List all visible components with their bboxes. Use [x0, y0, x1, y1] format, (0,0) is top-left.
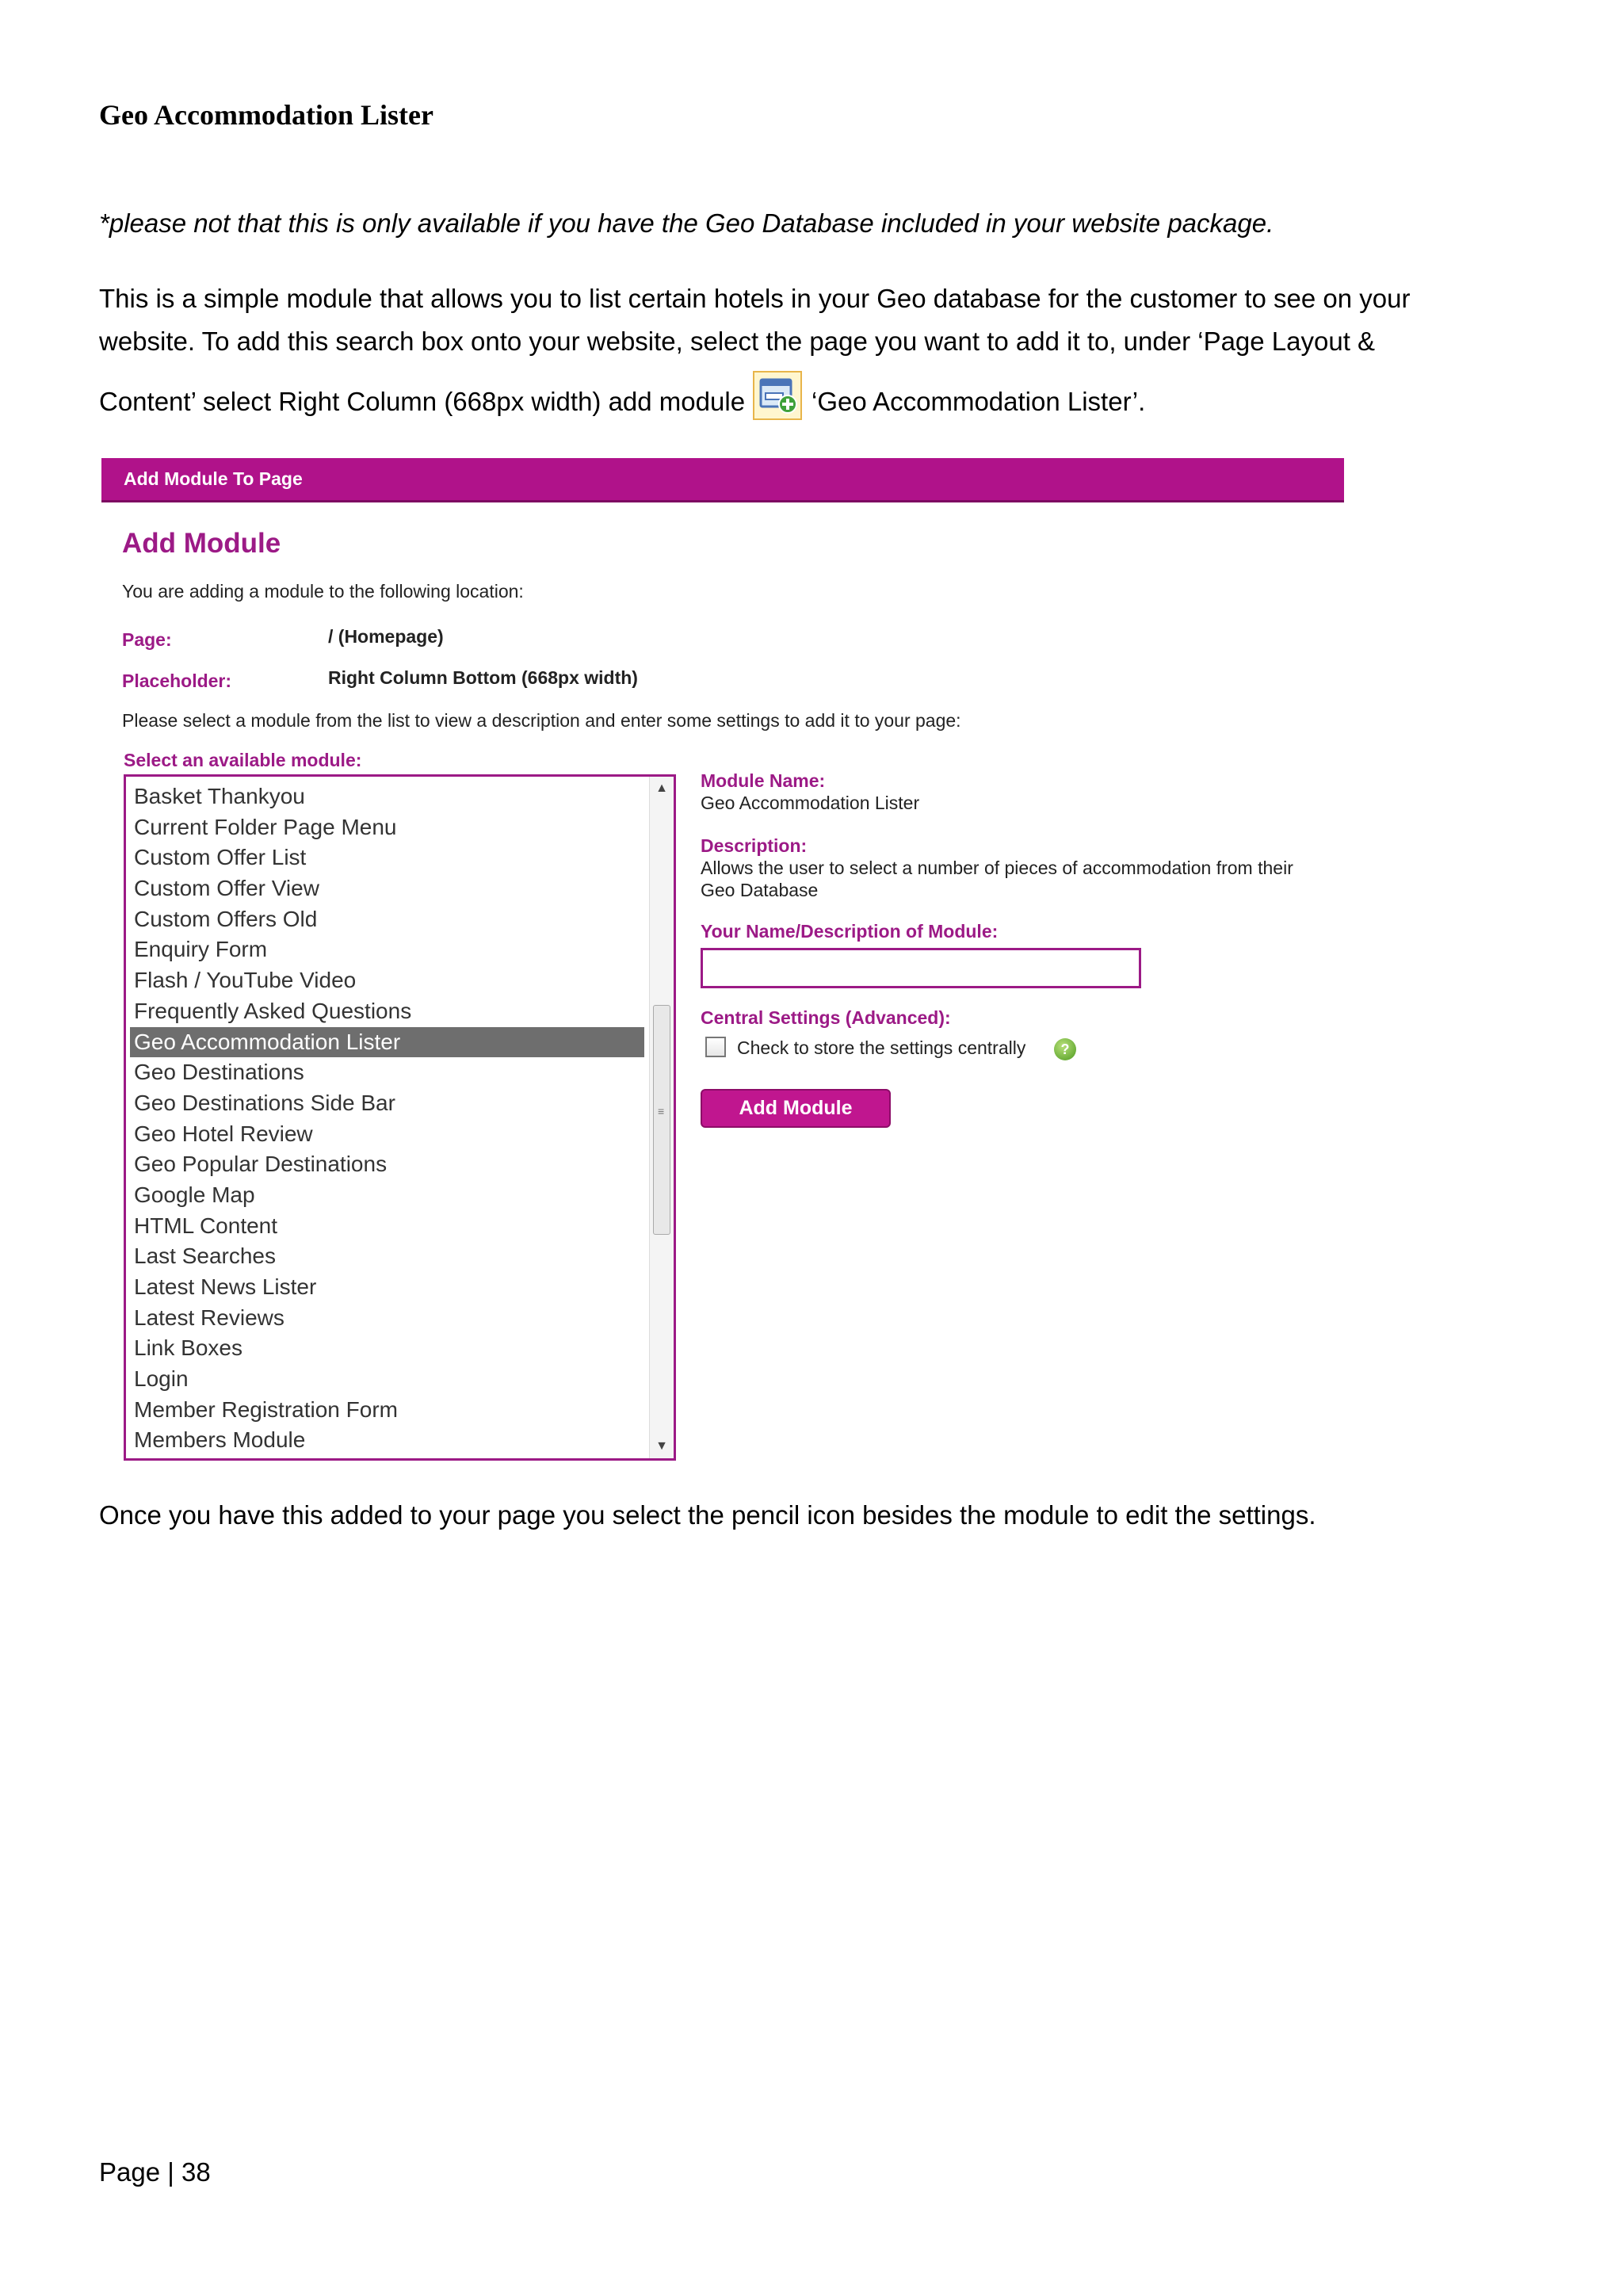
panel-header: Add Module To Page [101, 458, 1344, 502]
module-list-item[interactable]: Google Map [134, 1182, 255, 1207]
description-line-1: Allows the user to select a number of pieces of accommodation from their [701, 858, 1293, 878]
add-module-icon [753, 371, 802, 420]
your-name-input[interactable] [701, 948, 1141, 988]
module-list-item[interactable]: Flash / YouTube Video [134, 968, 357, 993]
module-list-item[interactable]: Geo Destinations [134, 1060, 304, 1085]
select-module-label: Select an available module: [124, 750, 362, 770]
scroll-down-arrow-icon[interactable]: ▼ [655, 1439, 668, 1453]
module-list-item[interactable]: Geo Destinations Side Bar [134, 1090, 395, 1115]
module-list-item[interactable]: Enquiry Form [134, 937, 268, 962]
intro-line-3 [99, 371, 1510, 423]
module-list-item[interactable]: Geo Accommodation Lister [130, 1027, 644, 1058]
module-list-item[interactable]: Login [134, 1366, 189, 1392]
help-icon[interactable]: ? [1054, 1038, 1076, 1060]
module-list-item[interactable]: Geo Hotel Review [134, 1121, 313, 1146]
module-list-item[interactable]: Basket Thankyou [134, 784, 305, 808]
store-centrally-checkbox[interactable] [705, 1037, 726, 1057]
module-list-item[interactable]: Custom Offers Old [134, 906, 318, 931]
add-module-heading: Add Module [122, 528, 281, 559]
page-value: / (Homepage) [328, 626, 444, 647]
add-module-screenshot [101, 458, 1344, 1461]
module-list [126, 781, 649, 1456]
add-module-button[interactable]: Add Module [701, 1089, 891, 1128]
module-name-value: Geo Accommodation Lister [701, 793, 920, 813]
select-instructions: Please select a module from the list to view a description and enter some settings to add it to your page: [122, 710, 961, 731]
location-intro: You are adding a module to the following location: [122, 581, 524, 602]
scroll-up-arrow-icon[interactable]: ▲ [655, 781, 668, 795]
module-list-item[interactable]: Current Folder Page Menu [134, 814, 397, 839]
module-list-item[interactable]: Member Registration Form [134, 1396, 398, 1422]
intro-line-3a: Content’ select Right Column (668px width) add module [99, 387, 746, 416]
module-list-item[interactable]: Custom Offer List [134, 845, 307, 870]
module-list-item[interactable]: Frequently Asked Questions [134, 998, 412, 1023]
module-list-item[interactable]: Last Searches [134, 1244, 276, 1269]
intro-line-2: website. To add this search box onto your website, select the page you want to add it to, under ‘Page Layout & [99, 327, 1376, 356]
placeholder-value: Right Column Bottom (668px width) [328, 667, 638, 688]
module-list-item[interactable]: Latest Reviews [134, 1305, 285, 1330]
module-listbox[interactable] [124, 774, 676, 1461]
intro-paragraph [99, 277, 1510, 423]
listbox-scrollbar[interactable] [649, 777, 674, 1458]
module-list-item[interactable]: Link Boxes [134, 1335, 242, 1361]
module-list-item[interactable]: Geo Popular Destinations [134, 1152, 388, 1177]
scroll-thumb[interactable] [653, 1005, 670, 1235]
page-footer: Page | 38 [99, 2157, 211, 2187]
module-name-label: Module Name: [701, 770, 826, 791]
description-line-2: Geo Database [701, 880, 819, 900]
followup-paragraph: Once you have this added to your page you select the pencil icon besides the module to edit the settings. [99, 1500, 1316, 1530]
availability-note: *please not that this is only available if you have the Geo Database included in your website package. [99, 208, 1274, 238]
placeholder-label: Placeholder: [122, 670, 232, 691]
store-centrally-label: Check to store the settings centrally [737, 1037, 1026, 1058]
your-name-label: Your Name/Description of Module: [701, 921, 999, 942]
module-list-item[interactable]: Latest News Lister [134, 1274, 317, 1299]
description-label: Description: [701, 835, 808, 856]
scroll-grip-icon: ≡ [658, 1105, 665, 1117]
module-list-item[interactable]: HTML Content [134, 1213, 278, 1238]
document-title: Geo Accommodation Lister [99, 99, 433, 131]
central-settings-label: Central Settings (Advanced): [701, 1007, 951, 1028]
module-list-item[interactable]: Members Module [134, 1427, 306, 1453]
intro-line-3b: ‘Geo Accommodation Lister’. [812, 387, 1146, 416]
module-list-item[interactable]: Custom Offer View [134, 876, 319, 901]
page-label: Page: [122, 629, 172, 650]
intro-line-1: This is a simple module that allows you to list certain hotels in your Geo database for the customer to see on your [99, 284, 1411, 313]
